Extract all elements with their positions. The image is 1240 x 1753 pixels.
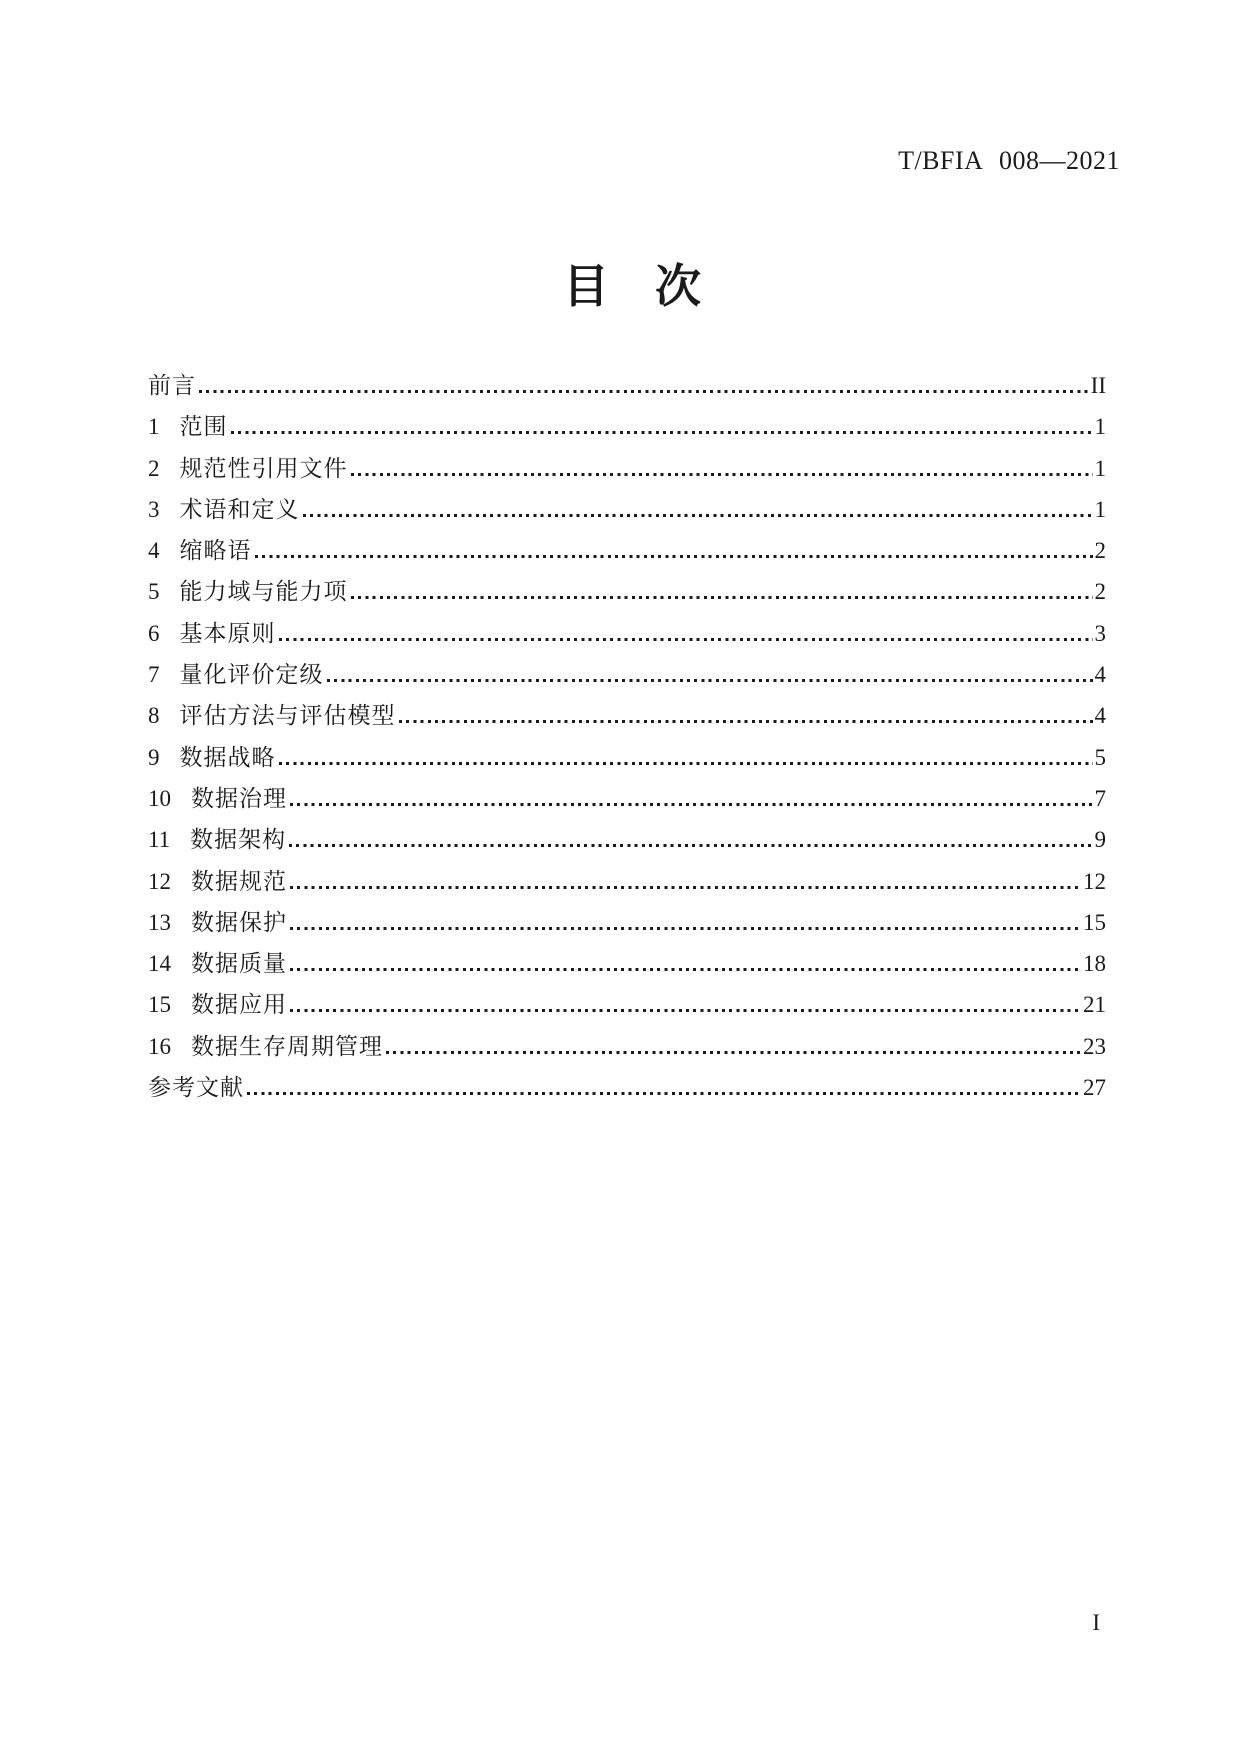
toc-entry-number: 3 [148, 496, 160, 522]
toc-dotted-leader [386, 1051, 1081, 1054]
toc-entry-page: 23 [1083, 1033, 1106, 1059]
toc-entry-number: 16 [148, 1033, 171, 1059]
toc-dotted-leader [247, 1092, 1081, 1095]
toc-dotted-leader [289, 844, 1092, 847]
page-title: 目 次 [563, 260, 701, 312]
toc-entry [148, 984, 1106, 1025]
toc-entry-page: 2 [1094, 538, 1106, 564]
toc-entry-page: 1 [1094, 414, 1106, 440]
toc-entry [148, 406, 1106, 447]
toc-entry-page: 4 [1094, 703, 1106, 729]
toc-entry-page: 21 [1083, 992, 1106, 1018]
toc-dotted-leader [279, 762, 1093, 765]
toc-entry-page: 1 [1094, 455, 1106, 481]
toc-entry-page: 9 [1094, 827, 1106, 853]
toc-entry [148, 778, 1106, 819]
toc-entry [148, 365, 1106, 406]
toc-entry [148, 1026, 1106, 1067]
toc-entry [148, 819, 1106, 860]
toc-entry-title: 数据规范 [191, 868, 287, 894]
toc-entry-page: II [1090, 373, 1106, 398]
standard-number-header: T/BFIA 008—2021 [898, 146, 1120, 175]
toc-entry-title: 数据生存周期管理 [191, 1033, 383, 1059]
toc-entry-title: 量化评价定级 [179, 662, 324, 688]
toc-entry-title: 评估方法与评估模型 [179, 703, 396, 729]
toc-entry-number: 12 [148, 868, 171, 894]
toc-entry [148, 695, 1106, 736]
toc-dotted-leader [290, 803, 1093, 806]
footer-page-number: I [1092, 1610, 1100, 1635]
toc-entry [148, 489, 1106, 530]
toc-entry-title: 能力域与能力项 [179, 579, 348, 605]
toc-list [148, 365, 1106, 1108]
toc-entry-title: 数据质量 [191, 951, 287, 977]
toc-entry-title: 数据保护 [191, 909, 287, 935]
toc-entry-page: 7 [1094, 785, 1106, 811]
toc-entry [148, 1067, 1106, 1108]
toc-entry [148, 737, 1106, 778]
toc-entry-title: 规范性引用文件 [179, 455, 348, 481]
toc-dotted-leader [290, 886, 1081, 889]
toc-entry-number: 2 [148, 455, 160, 481]
toc-entry-title: 缩略语 [179, 538, 252, 564]
toc-entry [148, 902, 1106, 943]
toc-entry-page: 2 [1094, 579, 1106, 605]
toc-entry-page: 18 [1083, 951, 1106, 977]
toc-entry-number: 4 [148, 538, 160, 564]
toc-dotted-leader [199, 390, 1089, 393]
toc-entry-title: 基本原则 [179, 620, 276, 646]
toc-entry-page: 1 [1094, 496, 1106, 522]
toc-dotted-leader [255, 555, 1093, 558]
toc-entry-title: 数据战略 [179, 744, 276, 770]
toc-entry-number: 5 [148, 579, 160, 605]
toc-entry-number: 1 [148, 414, 160, 440]
toc-entry [148, 448, 1106, 489]
toc-entry [148, 654, 1106, 695]
toc-entry-page: 4 [1094, 662, 1106, 688]
toc-entry [148, 613, 1106, 654]
toc-entry-title: 前言 [148, 373, 196, 398]
toc-entry-number: 6 [148, 620, 160, 646]
toc-entry [148, 530, 1106, 571]
toc-entry-title: 术语和定义 [179, 496, 300, 522]
toc-entry-title: 数据应用 [191, 992, 287, 1018]
toc-dotted-leader [290, 968, 1081, 971]
toc-entry-page: 5 [1094, 744, 1106, 770]
toc-entry-page: 15 [1083, 909, 1106, 935]
toc-entry-number: 9 [148, 744, 160, 770]
toc-entry [148, 571, 1106, 612]
toc-dotted-leader [351, 473, 1093, 476]
toc-entry-page: 3 [1094, 620, 1106, 646]
toc-dotted-leader [290, 1009, 1081, 1012]
toc-entry-number: 11 [148, 827, 171, 853]
toc-entry-number: 10 [148, 785, 171, 811]
toc-entry [148, 943, 1106, 984]
toc-entry-title: 范围 [179, 414, 228, 440]
toc-dotted-leader [303, 514, 1093, 517]
toc-entry-page: 12 [1083, 868, 1106, 894]
toc-entry-title: 数据治理 [191, 785, 287, 811]
toc-entry-page: 27 [1083, 1075, 1106, 1101]
toc-entry [148, 861, 1106, 902]
toc-dotted-leader [231, 431, 1093, 434]
toc-dotted-leader [327, 679, 1093, 682]
toc-entry-number: 7 [148, 662, 160, 688]
toc-entry-number: 8 [148, 703, 160, 729]
toc-entry-number: 14 [148, 951, 171, 977]
toc-dotted-leader [290, 927, 1081, 930]
toc-entry-title: 参考文献 [148, 1075, 244, 1101]
toc-entry-title: 数据架构 [190, 827, 287, 853]
toc-dotted-leader [399, 720, 1093, 723]
toc-dotted-leader [351, 596, 1093, 599]
toc-entry-number: 13 [148, 909, 171, 935]
toc-entry-number: 15 [148, 992, 171, 1018]
toc-dotted-leader [279, 638, 1093, 641]
